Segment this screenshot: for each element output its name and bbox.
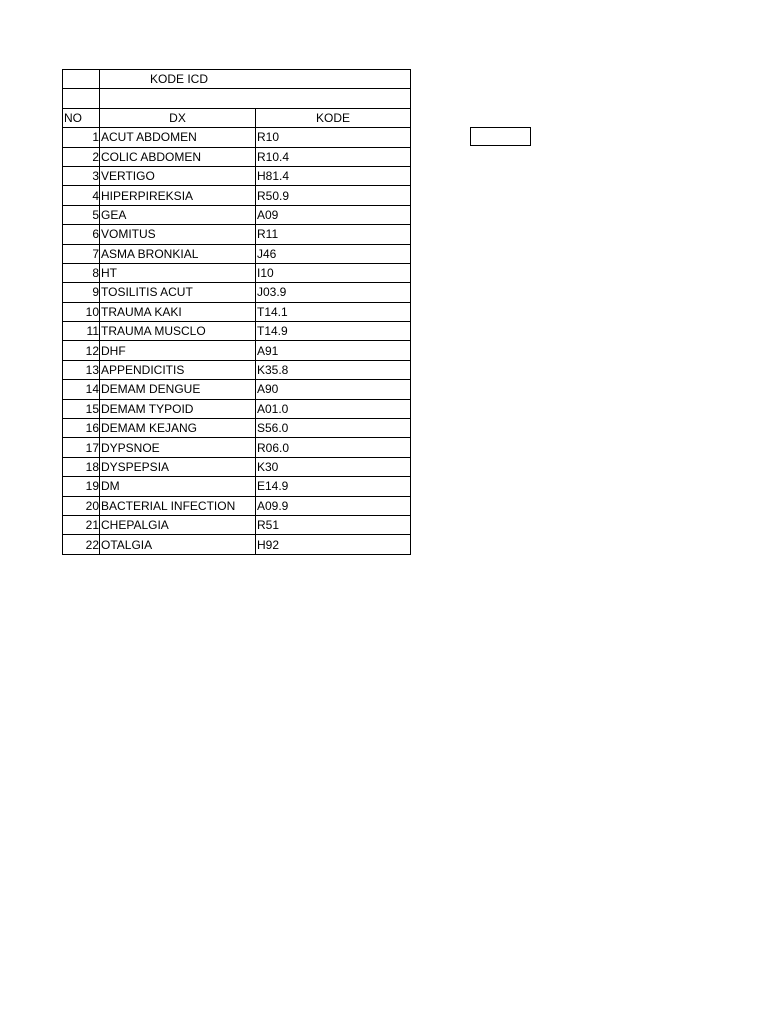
table-row	[63, 380, 411, 399]
diagnosis-cell[interactable]: DEMAM TYPOID	[100, 399, 256, 418]
title-blank-cell[interactable]	[63, 70, 100, 89]
table-row	[63, 419, 411, 438]
diagnosis-cell[interactable]: ASMA BRONKIAL	[100, 244, 256, 263]
row-number-cell[interactable]: 15	[63, 399, 100, 418]
row-number-cell[interactable]: 14	[63, 380, 100, 399]
table-row	[63, 302, 411, 321]
table-row	[63, 457, 411, 476]
icd-code-cell[interactable]: H81.4	[256, 166, 411, 185]
table-row	[63, 341, 411, 360]
diagnosis-cell[interactable]: DEMAM KEJANG	[100, 419, 256, 438]
icd-table-body	[63, 70, 411, 555]
header-no[interactable]: NO	[63, 108, 100, 127]
diagnosis-cell[interactable]: COLIC ABDOMEN	[100, 147, 256, 166]
diagnosis-cell[interactable]: DYPSNOE	[100, 438, 256, 457]
row-number-cell[interactable]: 9	[63, 283, 100, 302]
diagnosis-cell[interactable]: OTALGIA	[100, 535, 256, 554]
icd-code-cell[interactable]: S56.0	[256, 419, 411, 438]
table-title[interactable]: KODE ICD	[100, 70, 411, 89]
row-number-cell[interactable]: 10	[63, 302, 100, 321]
row-number-cell[interactable]: 12	[63, 341, 100, 360]
icd-code-cell[interactable]: R11	[256, 225, 411, 244]
row-number-cell[interactable]: 2	[63, 147, 100, 166]
diagnosis-cell[interactable]: HIPERPIREKSIA	[100, 186, 256, 205]
diagnosis-cell[interactable]: DM	[100, 477, 256, 496]
table-row	[63, 283, 411, 302]
diagnosis-cell[interactable]: VERTIGO	[100, 166, 256, 185]
table-row	[63, 147, 411, 166]
row-number-cell[interactable]: 16	[63, 419, 100, 438]
table-row	[63, 205, 411, 224]
diagnosis-cell[interactable]: CHEPALGIA	[100, 515, 256, 534]
diagnosis-cell[interactable]: APPENDICITIS	[100, 360, 256, 379]
row-number-cell[interactable]: 1	[63, 128, 100, 147]
icd-code-cell[interactable]: J46	[256, 244, 411, 263]
table-row	[63, 225, 411, 244]
empty-row	[63, 89, 411, 108]
row-number-cell[interactable]: 5	[63, 205, 100, 224]
table-row	[63, 244, 411, 263]
header-row	[63, 108, 411, 127]
empty-no-cell[interactable]	[63, 89, 100, 108]
row-number-cell[interactable]: 11	[63, 322, 100, 341]
icd-code-cell[interactable]: A09	[256, 205, 411, 224]
table-row	[63, 496, 411, 515]
icd-code-cell[interactable]: K30	[256, 457, 411, 476]
table-row	[63, 477, 411, 496]
icd-code-cell[interactable]: A01.0	[256, 399, 411, 418]
diagnosis-cell[interactable]: VOMITUS	[100, 225, 256, 244]
diagnosis-cell[interactable]: BACTERIAL INFECTION	[100, 496, 256, 515]
icd-code-cell[interactable]: H92	[256, 535, 411, 554]
selected-cell-box[interactable]	[470, 127, 531, 146]
diagnosis-cell[interactable]: DYSPEPSIA	[100, 457, 256, 476]
table-row	[63, 438, 411, 457]
row-number-cell[interactable]: 4	[63, 186, 100, 205]
row-number-cell[interactable]: 19	[63, 477, 100, 496]
icd-code-cell[interactable]: A09.9	[256, 496, 411, 515]
diagnosis-cell[interactable]: TOSILITIS ACUT	[100, 283, 256, 302]
icd-code-table	[62, 69, 411, 555]
empty-merged-cell[interactable]	[100, 89, 411, 108]
row-number-cell[interactable]: 17	[63, 438, 100, 457]
icd-code-cell[interactable]: R06.0	[256, 438, 411, 457]
table-row	[63, 399, 411, 418]
diagnosis-cell[interactable]: DHF	[100, 341, 256, 360]
table-row	[63, 186, 411, 205]
table-row	[63, 263, 411, 282]
icd-code-cell[interactable]: A91	[256, 341, 411, 360]
icd-code-cell[interactable]: T14.9	[256, 322, 411, 341]
table-row	[63, 515, 411, 534]
diagnosis-cell[interactable]: GEA	[100, 205, 256, 224]
diagnosis-cell[interactable]: TRAUMA MUSCLO	[100, 322, 256, 341]
row-number-cell[interactable]: 18	[63, 457, 100, 476]
icd-code-cell[interactable]: R50.9	[256, 186, 411, 205]
table-row	[63, 128, 411, 147]
row-number-cell[interactable]: 6	[63, 225, 100, 244]
icd-code-cell[interactable]: J03.9	[256, 283, 411, 302]
row-number-cell[interactable]: 21	[63, 515, 100, 534]
icd-code-cell[interactable]: I10	[256, 263, 411, 282]
header-kode[interactable]: KODE	[256, 108, 411, 127]
table-row	[63, 166, 411, 185]
icd-code-cell[interactable]: T14.1	[256, 302, 411, 321]
row-number-cell[interactable]: 20	[63, 496, 100, 515]
row-number-cell[interactable]: 3	[63, 166, 100, 185]
diagnosis-cell[interactable]: TRAUMA KAKI	[100, 302, 256, 321]
diagnosis-cell[interactable]: ACUT ABDOMEN	[100, 128, 256, 147]
row-number-cell[interactable]: 7	[63, 244, 100, 263]
diagnosis-cell[interactable]: HT	[100, 263, 256, 282]
table-row	[63, 322, 411, 341]
diagnosis-cell[interactable]: DEMAM DENGUE	[100, 380, 256, 399]
icd-code-cell[interactable]: K35.8	[256, 360, 411, 379]
row-number-cell[interactable]: 22	[63, 535, 100, 554]
row-number-cell[interactable]: 8	[63, 263, 100, 282]
icd-code-cell[interactable]: E14.9	[256, 477, 411, 496]
icd-code-cell[interactable]: R10	[256, 128, 411, 147]
icd-code-cell[interactable]: A90	[256, 380, 411, 399]
table-row	[63, 360, 411, 379]
icd-code-cell[interactable]: R10.4	[256, 147, 411, 166]
header-dx[interactable]: DX	[100, 108, 256, 127]
table-row	[63, 535, 411, 554]
title-row	[63, 70, 411, 89]
icd-code-cell[interactable]: R51	[256, 515, 411, 534]
row-number-cell[interactable]: 13	[63, 360, 100, 379]
